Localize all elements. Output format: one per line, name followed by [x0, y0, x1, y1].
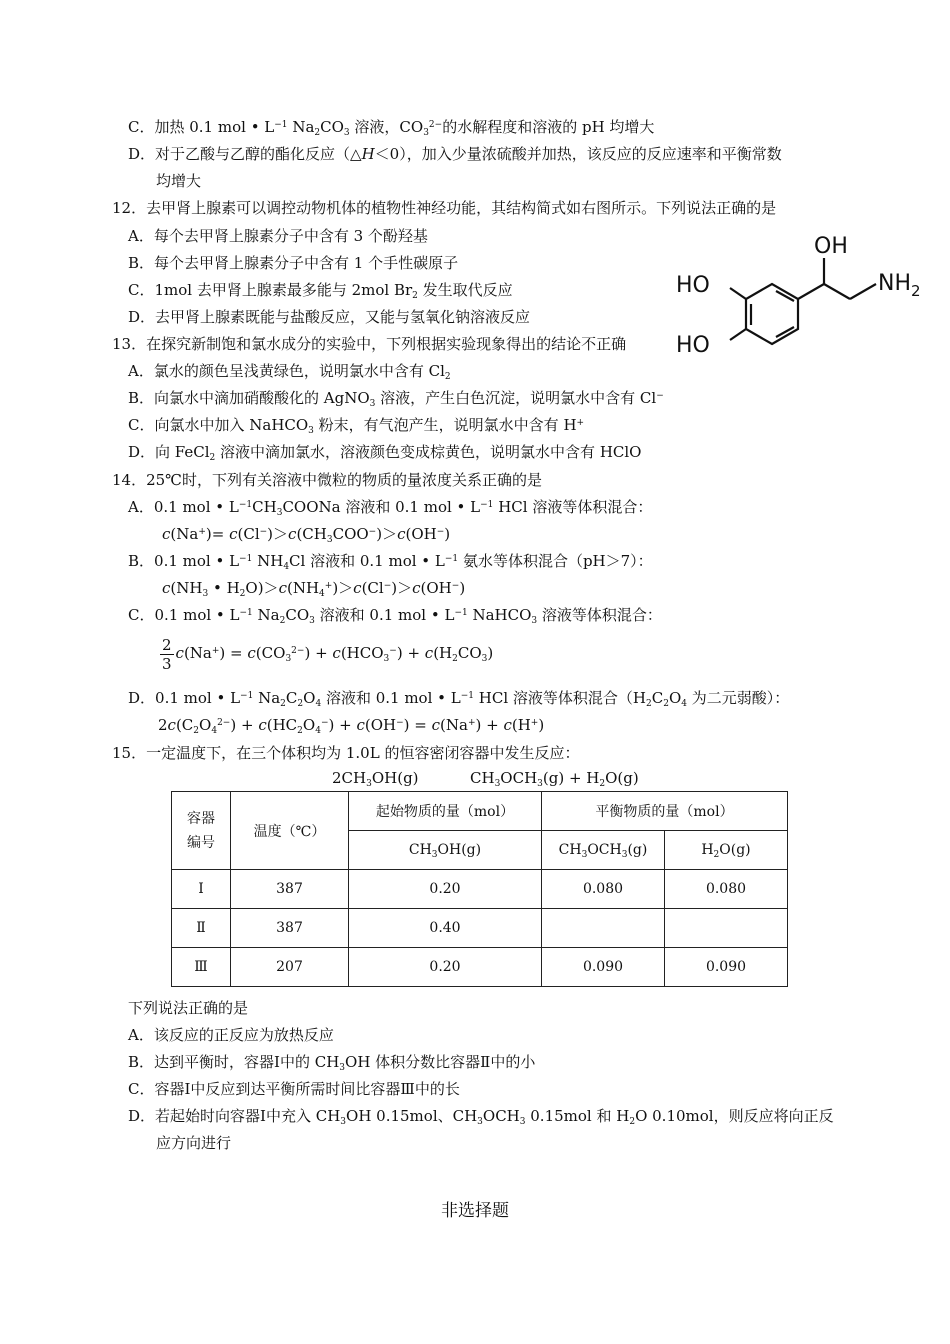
th-h2o: $H_2O(g)$ [665, 831, 788, 870]
q11-option-d-cont: 均增大 [156, 172, 202, 190]
cell-temp: 207 [231, 948, 349, 987]
q14-option-c-relation: $\frac{2}{3}$ $c(Na^+) = c(CO_3^{2-}) + c(HCO_3^-) + c(H_2CO_3)$ [162, 635, 494, 673]
q15-option-d: D．若起始时向容器Ⅰ中充入 $CH_3OH$ 0.15mol、$CH_3OCH_3$ 0.15mol 和 $H_2O$ 0.10mol，则反应将向正反 [128, 1107, 834, 1127]
table-row [172, 870, 788, 909]
fraction-two-thirds: $\frac{2}{3}$ [162, 635, 172, 673]
q13-option-d: D．向 FeCl$_2$ 溶液中滴加氯水，溶液颜色变成棕黄色，说明氯水中含有 HClO [128, 443, 642, 463]
q13-option-a: A．氯水的颜色呈浅黄绿色，说明氯水中含有 $Cl_2$ [128, 362, 451, 382]
q11-option-d: D．对于乙酸与乙醇的酯化反应（△H＜0），加入少量浓硫酸并加热，该反应的反应速率和平衡常数 [128, 145, 782, 163]
q12-stem: 12．去甲肾上腺素可以调控动物机体的植物性神经功能，其结构简式如右图所示。下列说法正确的是 [112, 199, 777, 217]
q13-option-c: C．向氯水中加入 NaHCO$_3$ 粉末，有气泡产生，说明氯水中含有 H+ [128, 416, 585, 436]
oh-top-label: OH [814, 234, 848, 259]
q14-stem: 14．25℃时，下列有关溶液中微粒的物质的量浓度关系正确的是 [112, 471, 542, 489]
cell-id: Ⅱ [172, 909, 231, 948]
section-title: 非选择题 [441, 1201, 509, 1221]
q13-stem: 13．在探究新制饱和氯水成分的实验中，下列根据实验现象得出的结论不正确 [112, 335, 627, 353]
th-ch3oh: $CH_3OH(g)$ [349, 831, 542, 870]
q15-after: 下列说法正确的是 [128, 999, 249, 1017]
cell-id: Ⅲ [172, 948, 231, 987]
cell-ch3och3 [542, 909, 665, 948]
th-start: 起始物质的量（mol） [349, 792, 542, 831]
q12-option-d: D．去甲肾上腺素既能与盐酸反应，又能与氢氧化钠溶液反应 [128, 308, 531, 326]
cell-ch3och3: 0.090 [542, 948, 665, 987]
cell-h2o: 0.090 [665, 948, 788, 987]
cell-id: Ⅰ [172, 870, 231, 909]
ho-left-label: HO [676, 273, 710, 298]
th-eq: 平衡物质的量（mol） [542, 792, 788, 831]
cell-temp: 387 [231, 870, 349, 909]
q15-stem: 15．一定温度下，在三个体积均为 1.0L 的恒容密闭容器中发生反应： [112, 744, 580, 762]
reaction-left: $2CH_3OH(g)$ [332, 769, 419, 789]
q11-option-c: C．加热 0.1 mol • $L^{-1}$ $Na_2CO_3$ 溶液，$CO_3^{2-}$的水解程度和溶液的 pH 均增大 [128, 118, 655, 138]
q14-option-a: A．0.1 mol • $L^{-1}CH_3COONa$ 溶液和 0.1 mol • $L^{-1}$ HCl 溶液等体积混合： [128, 498, 653, 518]
th-container: 容器 编号 [172, 792, 231, 870]
norepinephrine-structure [668, 228, 948, 368]
cell-ch3och3: 0.080 [542, 870, 665, 909]
equilibrium-table [171, 791, 788, 987]
th-ch3och3: $CH_3OCH_3(g)$ [542, 831, 665, 870]
ho-bottom-label: HO [676, 333, 710, 358]
cell-ch3oh: 0.20 [349, 870, 542, 909]
q14-option-d: D．0.1 mol • $L^{-1}$ $Na_2C_2O_4$ 溶液和 0.1 mol • $L^{-1}$ HCl 溶液等体积混合（$H_2C_2O_4$ 为二元弱酸）： [128, 689, 790, 709]
q14-option-c: C．0.1 mol • $L^{-1}$ $Na_2CO_3$ 溶液和 0.1 mol • $L^{-1}$ NaHCO$_3$ 溶液等体积混合： [128, 606, 662, 626]
q15-option-c: C．容器Ⅰ中反应到达平衡所需时间比容器Ⅲ中的长 [128, 1080, 460, 1098]
cell-temp: 387 [231, 909, 349, 948]
nh2-label: $NH_2$ [878, 271, 921, 300]
q15-option-d-cont: 应方向进行 [156, 1134, 232, 1152]
q14-option-b: B．0.1 mol • $L^{-1}$ $NH_4Cl$ 溶液和 0.1 mol • $L^{-1}$ 氨水等体积混合（pH＞7）： [128, 552, 653, 572]
q15-option-a: A．该反应的正反应为放热反应 [128, 1026, 334, 1044]
q13-option-b: B．向氯水中滴加硝酸酸化的 AgNO$_3$ 溶液，产生白色沉淀，说明氯水中含有 Cl− [128, 389, 664, 409]
q15-option-b: B．达到平衡时，容器Ⅰ中的 $CH_3OH$ 体积分数比容器Ⅱ中的小 [128, 1053, 536, 1073]
q12-option-b: B．每个去甲肾上腺素分子中含有 1 个手性碳原子 [128, 254, 459, 272]
q14-option-d-relation: $2c(C_2O_4^{2-}) + c(HC_2O_4^-) + c(OH^-) = c(Na^+) + c(H^+)$ [158, 716, 545, 736]
cell-h2o [665, 909, 788, 948]
cell-ch3oh: 0.40 [349, 909, 542, 948]
q14-option-a-relation: $c(Na^+)= c(Cl^-)>c(CH_3COO^-)>c(OH^-)$ [162, 525, 451, 545]
q14-option-b-relation: $c(NH_3$ • $H_2O)>c(NH_4^+)>c(Cl^-)>c(OH^-)$ [162, 579, 466, 599]
q12-option-a: A．每个去甲肾上腺素分子中含有 3 个酚羟基 [128, 227, 428, 245]
q12-option-c: C．1mol 去甲肾上腺素最多能与 2mol $Br_2$ 发生取代反应 [128, 281, 513, 301]
table-row [172, 909, 788, 948]
cell-h2o: 0.080 [665, 870, 788, 909]
table-row [172, 948, 788, 987]
cell-ch3oh: 0.20 [349, 948, 542, 987]
th-temp: 温度（℃） [231, 792, 349, 870]
reaction-right: $CH_3OCH_3(g) + H_2O(g)$ [470, 769, 639, 789]
